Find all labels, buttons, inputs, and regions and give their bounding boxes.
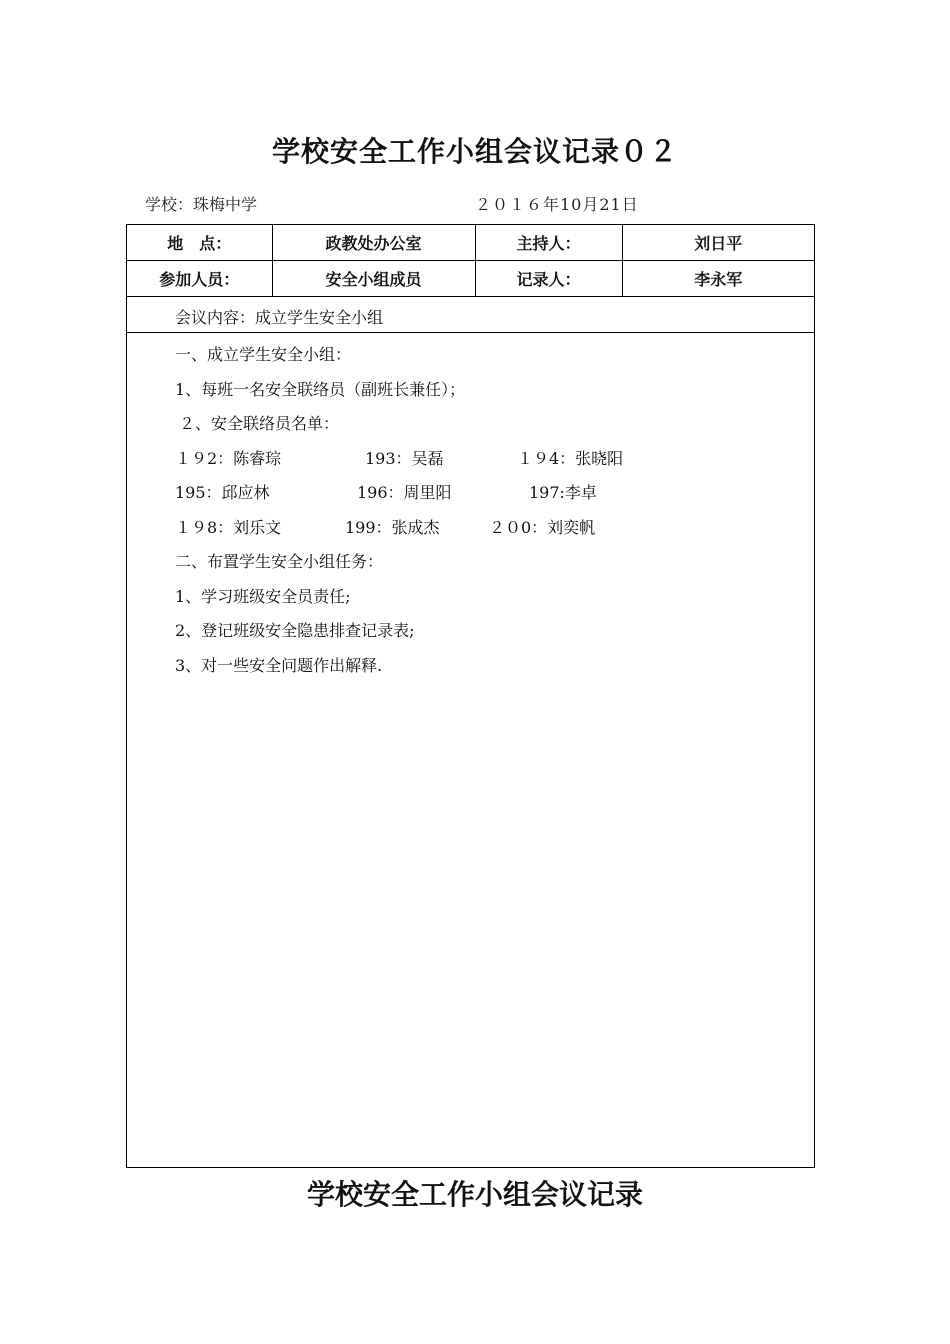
name-entry: 199：张成杰 [345,517,440,537]
host-label: 主持人： [475,225,622,261]
location-value: 政教处办公室 [272,225,475,261]
date-line: ２０１６年10月21日 [475,195,639,214]
name-entry: 196：周里阳 [357,483,452,502]
name-entry: １９8：刘乐文 [175,517,282,537]
info-row-location [127,225,814,261]
task3: 3、对一些安全问题作出解释. [175,655,383,675]
host-value: 刘日平 [622,225,814,261]
school-line: 学校：珠梅中学 [145,195,258,214]
section1-heading: 一、成立学生安全小组： [175,345,352,364]
meeting-record-frame [126,224,815,1168]
name-entry: １９4：张晓阳 [517,448,624,468]
item2: ２、安全联络员名单： [179,414,340,433]
location-label: 地 点： [127,225,272,261]
recorder-value: 李永军 [622,261,814,297]
task1: 1、学习班级安全员责任; [175,586,351,606]
info-row-participants [127,261,814,297]
names-row-3 [175,511,795,546]
section2-heading: 二、布置学生安全小组任务： [175,552,384,571]
name-entry: ２０0：刘奕帆 [489,517,596,537]
item1: 1、每班一名安全联络员（副班长兼任）； [175,379,466,399]
task2: 2、登记班级安全隐患排查记录表; [175,621,415,640]
name-entry: 195：邱应林 [175,483,270,502]
meeting-content [175,338,795,683]
name-entry: １９2：陈睿琮 [175,448,282,468]
meeting-summary-row [127,297,814,333]
meeting-info-table [127,225,814,297]
participants-value: 安全小组成员 [272,261,475,297]
names-row-2 [175,476,795,511]
recorder-label: 记录人： [475,261,622,297]
participants-label: 参加人员： [127,261,272,297]
names-row-1 [175,442,795,477]
footer-title: 学校安全工作小组会议记录 [306,1178,643,1211]
name-entry: 197:李卓 [529,483,597,502]
name-entry: 193：吴磊 [365,448,444,468]
meeting-summary: 会议内容：成立学生安全小组 [175,308,384,327]
document-title: 学校安全工作小组会议记录０２ [271,135,678,168]
